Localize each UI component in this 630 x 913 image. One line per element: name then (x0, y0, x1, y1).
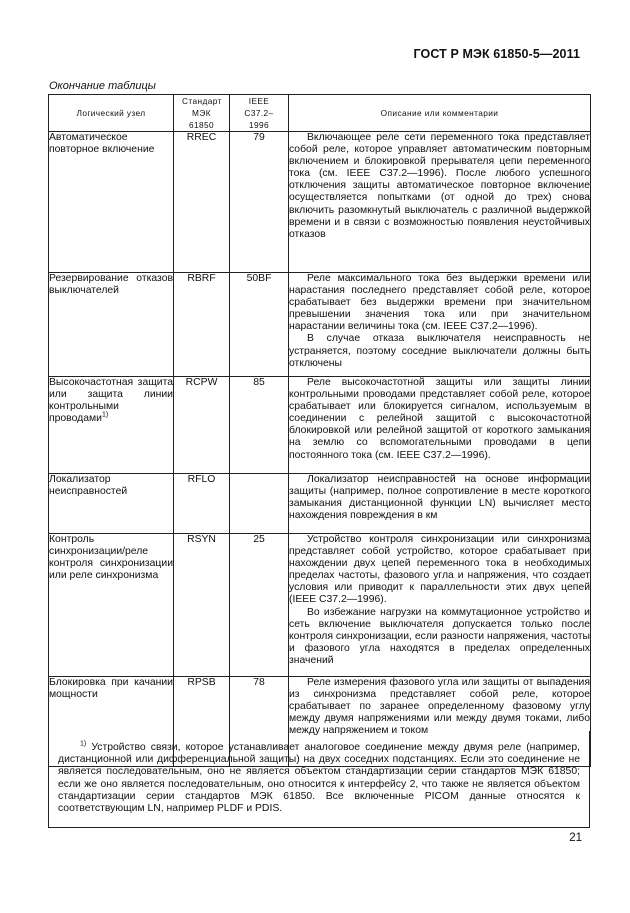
description-cell (289, 273, 591, 377)
ieee-code (230, 474, 289, 534)
description-text: Устройство контроля синхронизации или синхронизма представляет собой устройство, которое срабатывает при нахождении двух цепей переменного тока в необходимых пределах частоты, фазового угла и напряжения, что создает условия или приводит к параллельности этих двух цепей (IEEE C37.2—1996). (289, 534, 590, 606)
table-row (49, 132, 591, 273)
ln-name-cell (49, 534, 174, 677)
description-text: Локализатор неисправностей на основе информации защиты (например, полное сопротивление в месте короткого замыкания дистанционной функции LN) вычисляет место нахождения повреждения в км (289, 474, 590, 522)
ln-table (48, 94, 591, 767)
description-cell (289, 474, 591, 534)
ln-name: Автоматическое повторное включение (49, 132, 155, 156)
col-header-ln: Логический узел (49, 95, 174, 132)
iec-code: RBRF (174, 273, 230, 377)
ln-name-cell (49, 132, 174, 273)
col-header-iec: Стандарт МЭК 61850 (174, 95, 230, 132)
description-text: Включающее реле сети переменного тока представляет собой реле, которое управляет автоматическим повторным включением и блокировкой прерывателя цепи переменного тока (см. IEEE C37.2—1996). После любого успешного отключения защиты автоматическое повторное включение осуществляется попытками (от одной до трех) снова включить разомкнутый выключатель с различной выдержкой времени и в связи с возможностью появления неустойчивых отказов (289, 132, 590, 240)
description-text: Во избежание нагрузки на коммутационное устройство и сеть включение выключателя допускается только после контроля синхронизации, если разности напряжения, частоты и фазового угла находятся в пределах определенных значений (289, 606, 590, 666)
footnote-marker: 1) (80, 740, 87, 748)
col-header-description: Описание или комментарии (289, 95, 591, 132)
description-text: Реле измерения фазового угла или защиты от выпадения из синхронизма представляет собой реле, которое срабатывает по заранее определенному фазовому углу между двумя напряжениями или между двумя токами, либо между напряжением и током (289, 677, 590, 737)
ieee-code: 25 (230, 534, 289, 677)
ln-name: Блокировка при качании мощности (49, 677, 173, 701)
iec-code: RFLO (174, 474, 230, 534)
ln-name-cell (49, 273, 174, 377)
iec-code: RPSB (174, 677, 230, 767)
ieee-code: 50BF (230, 273, 289, 377)
footnote-body: Устройство связи, которое устанавливает аналоговое соединение между двумя реле (например, дистанционной или дифференциальной защиты) на двух соседних подстанциях. Если это соединение не является последовательным, оно не является объектом стандартизации серии стандартов МЭК 61850; если же оно является последовательным, оно относится к интерфейсу 2, что также не является объектом стандартизации серии стандартов МЭК 61850. Все включенные PICOM данные относятся к соответствующим LN, например PLDF и PDIS. (58, 742, 580, 815)
page-number: 21 (569, 832, 582, 844)
description-cell (289, 534, 591, 677)
footnote-text (58, 742, 580, 815)
col-header-ieee: IEEE C37.2–1996 (230, 95, 289, 132)
table-caption: Окончание таблицы (49, 80, 156, 92)
description-cell (289, 132, 591, 273)
ln-name-cell (49, 474, 174, 534)
description-cell (289, 377, 591, 474)
table-row (49, 377, 591, 474)
description-text: Реле высокочастотной защиты или защиты линии контрольными проводами представляет собой реле, которое срабатывает или блокируется сигналом, используемым в соединении с релейной защитой с высокочастотной блокировкой или релейной защитой от короткого замыкания на землю со вспомогательными проводами в цепи постоянного тока (см. IEEE C37.2—1996). (289, 377, 590, 461)
ln-name-cell (49, 377, 174, 474)
iec-code: RCPW (174, 377, 230, 474)
table-header-row (49, 95, 591, 132)
ieee-code: 78 (230, 677, 289, 767)
footnote-ref: 1) (101, 411, 109, 419)
description-text: В случае отказа выключателя неисправность не устраняется, поэтому соседние выключатели должны быть отключены (289, 333, 590, 369)
ln-name: Контроль синхронизации/реле контроля синхронизации или реле синхронизма (49, 534, 173, 582)
description-text: Реле максимального тока без выдержки времени или нарастания последнего представляет собой реле, которое срабатывает без выдержки времени при значительном превышении значения тока или при значительном нарастании величины тока (см. IEEE C37.2—1996). (289, 273, 590, 333)
iec-code: RREC (174, 132, 230, 273)
ln-name: Высокочастотная защита или защита линии контрольными проводами (49, 377, 173, 425)
ieee-code: 79 (230, 132, 289, 273)
table-row (49, 534, 591, 677)
ieee-code: 85 (230, 377, 289, 474)
ln-name: Резервирование отказов выключателей (49, 273, 173, 297)
document-header: ГОСТ Р МЭК 61850-5—2011 (413, 47, 580, 61)
iec-code: RSYN (174, 534, 230, 677)
ln-name: Локализатор неисправностей (49, 474, 128, 498)
footnote-box (48, 731, 590, 828)
table-row (49, 273, 591, 377)
table-row (49, 474, 591, 534)
